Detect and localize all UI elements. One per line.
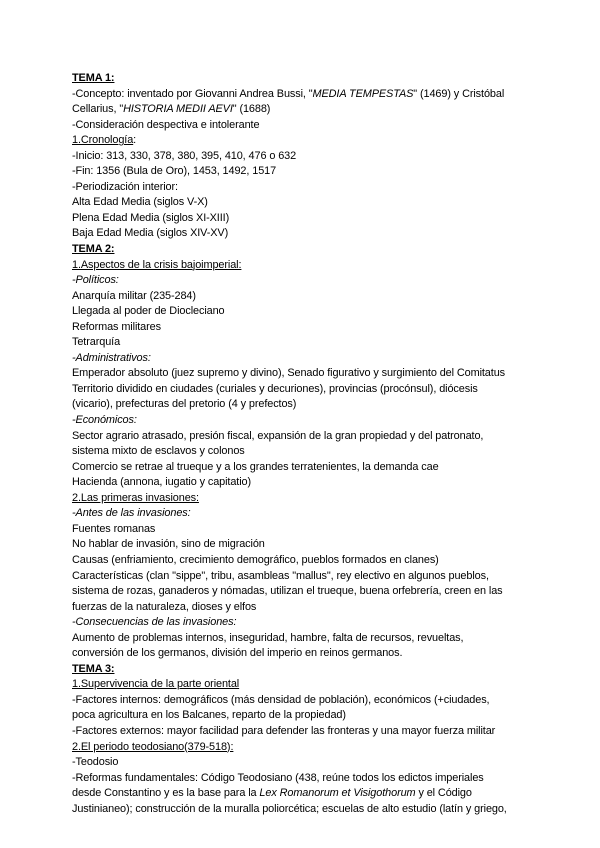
reformas2-text: desde Constantino y es la base para la — [72, 787, 260, 800]
inicio-line: -Inicio: 313, 330, 378, 380, 395, 410, 476 o 632 — [72, 149, 297, 162]
cronologia-label: 1.Cronología — [72, 134, 134, 147]
invasiones-subheading: 2.Las primeras invasiones: — [72, 491, 199, 504]
baja-edad-media-line: Baja Edad Media (siglos XIV-XV) — [72, 227, 229, 240]
media-tempestas-term: MEDIA TEMPESTAS — [312, 87, 414, 100]
consecuencias-label: -Consecuencias de las invasiones: — [72, 616, 237, 629]
tema-3-heading: TEMA 3: — [72, 662, 115, 675]
fuentes-line: Fuentes romanas — [72, 522, 156, 535]
tema-2-heading: TEMA 2: — [72, 243, 115, 256]
comercio-line: Comercio se retrae al trueque y a los grandes terratenientes, la demanda cae — [72, 460, 439, 473]
tetrarquia-line: Tetrarquía — [72, 336, 121, 349]
lex-romanorum-term: Lex Romanorum et Visigothorum — [259, 787, 416, 800]
concepto-text-end: " (1469) y Cristóbal — [413, 87, 505, 100]
territorio-line-2: (vicario), prefecturas del pretorio (4 y prefectos) — [72, 398, 297, 411]
reformas-fundamentales-line-1: -Reformas fundamentales: Código Teodosiano (438, reúne todos los edictos imperiales — [72, 771, 484, 784]
cronologia-colon: : — [133, 134, 137, 147]
historia-medii-aevi-term: HISTORIA MEDII AEVI — [123, 103, 233, 116]
teodosio-line: -Teodosio — [72, 756, 119, 769]
concepto-text: -Concepto: inventado por Giovanni Andrea Bussi, " — [72, 87, 313, 100]
politicos-label: -Políticos: — [72, 274, 119, 287]
document-body — [72, 71, 552, 817]
territorio-line-1: Territorio dividido en ciudades (curiales y decuriones), provincias (procónsul), diócesis — [72, 382, 478, 395]
causas-line: Causas (enfriamiento, crecimiento demográfico, pueblos formados en clanes) — [72, 553, 439, 566]
no-hablar-line: No hablar de invasión, sino de migración — [72, 538, 265, 551]
caracteristicas-line-3: fuerzas de la naturaleza, dioses y elfos — [72, 600, 257, 613]
reformas2-text-end: y el Código — [415, 787, 472, 800]
periodizacion-line: -Periodización interior: — [72, 180, 178, 193]
factores-externos-line: -Factores externos: mayor facilidad para defender las fronteras y una mayor fuerza militar — [72, 724, 496, 737]
sector-line-1: Sector agrario atrasado, presión fiscal, expansión de la gran propiedad y del patronato, — [72, 429, 484, 442]
caracteristicas-line-2: sistema de rozas, ganaderos y nómadas, utilizan el trueque, buena orfebrería, creen en las — [72, 585, 503, 598]
concepto-line-1 — [72, 87, 552, 103]
emperador-line: Emperador absoluto (juez supremo y divino), Senado figurativo y surgimiento del Comitatus — [72, 367, 505, 380]
tema-1-heading: TEMA 1: — [72, 72, 115, 84]
cronologia-subheading — [72, 133, 552, 149]
aumento-line-1: Aumento de problemas internos, inseguridad, hambre, falta de recursos, revueltas, — [72, 631, 464, 644]
fin-line: -Fin: 1356 (Bula de Oro), 1453, 1492, 1517 — [72, 165, 277, 178]
reformas-militares-line: Reformas militares — [72, 320, 161, 333]
concepto2-text: Cellarius, " — [72, 103, 124, 116]
caracteristicas-line-1: Características (clan "sippe", tribu, asambleas "mallus", rey electivo en algunos pueblos, — [72, 569, 489, 582]
reformas-fundamentales-line-3: Justinianeo); construcción de la muralla poliorcética; escuelas de alto estudio (latín y griego, — [72, 802, 507, 815]
administrativos-label: -Administrativos: — [72, 351, 151, 364]
alta-edad-media-line: Alta Edad Media (siglos V-X) — [72, 196, 208, 209]
llegada-line: Llegada al poder de Diocleciano — [72, 305, 225, 318]
concepto-line-2 — [72, 102, 552, 118]
periodo-teodosiano-subheading: 2.El periodo teodosiano(379-518): — [72, 740, 234, 753]
supervivencia-subheading: 1.Supervivencia de la parte oriental — [72, 678, 240, 691]
aumento-line-2: conversión de los germanos, división del imperio en reinos germanos. — [72, 647, 403, 660]
antes-label: -Antes de las invasiones: — [72, 507, 191, 520]
aspectos-subheading: 1.Aspectos de la crisis bajoimperial: — [72, 258, 242, 271]
consideracion-line: -Consideración despectiva e intolerante — [72, 118, 260, 131]
plena-edad-media-line: Plena Edad Media (siglos XI-XIII) — [72, 211, 230, 224]
economicos-label: -Económicos: — [72, 414, 137, 427]
sector-line-2: sistema mixto de esclavos y colonos — [72, 445, 245, 458]
factores-internos-line-1: -Factores internos: demográficos (más densidad de población), económicos (+ciudades, — [72, 693, 490, 706]
reformas-fundamentales-line-2 — [72, 786, 552, 802]
anarquia-line: Anarquía militar (235-284) — [72, 289, 196, 302]
factores-internos-line-2: poca agricultura en los Balcanes, reparto de la propiedad) — [72, 709, 346, 722]
concepto2-text-end: " (1688) — [232, 103, 271, 116]
hacienda-line: Hacienda (annona, iugatio y capitatio) — [72, 476, 252, 489]
